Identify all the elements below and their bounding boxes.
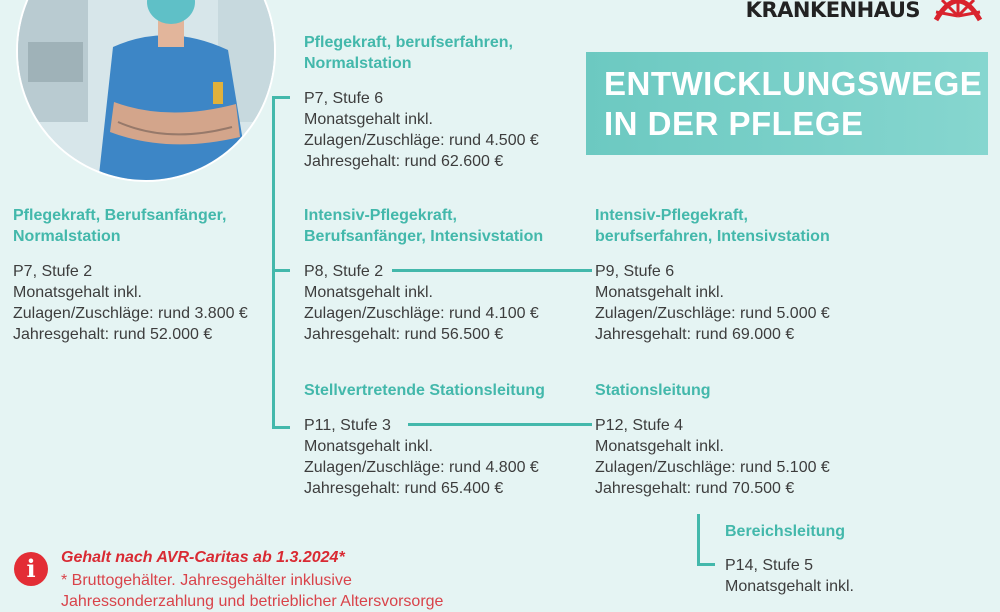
detail-line: Monatsgehalt inkl. bbox=[13, 284, 142, 301]
heading-line: Stellvertretende Stationsleitung bbox=[304, 382, 545, 399]
detail-line: Zulagen/Zuschläge: rund 3.800 € bbox=[13, 305, 248, 322]
heading-line: Normalstation bbox=[13, 228, 121, 245]
detail-line: P14, Stufe 5 bbox=[725, 557, 814, 574]
detail-line: Jahresgehalt: rund 65.400 € bbox=[304, 480, 504, 497]
detail-line: P8, Stufe 2 bbox=[304, 263, 384, 280]
connector-bereich-vertical bbox=[697, 514, 700, 566]
heading-pk-anfaenger bbox=[13, 205, 226, 247]
detail-line: Monatsgehalt inkl. bbox=[725, 578, 854, 595]
salary-note-text bbox=[61, 570, 443, 612]
heading-pk-erfahren bbox=[304, 32, 513, 74]
details-pk-erfahren bbox=[304, 88, 539, 172]
banner-line-1: ENTWICKLUNGSWEGE bbox=[604, 65, 983, 102]
details-stv-leitung bbox=[304, 415, 539, 499]
note-line: * Bruttogehälter. Jahresgehälter inklusive bbox=[61, 572, 352, 589]
detail-line: Monatsgehalt inkl. bbox=[595, 284, 724, 301]
details-bereichsleitung bbox=[725, 555, 854, 597]
logo-text: KRANKENHAUS bbox=[745, 0, 920, 22]
connector-to-p11 bbox=[272, 426, 290, 429]
salary-note-title: Gehalt nach AVR-Caritas ab 1.3.2024* bbox=[61, 549, 345, 566]
detail-line: Jahresgehalt: rund 70.500 € bbox=[595, 480, 795, 497]
detail-line: P9, Stufe 6 bbox=[595, 263, 675, 280]
heading-line: Intensiv-Pflegekraft, bbox=[595, 207, 748, 224]
heading-line: Normalstation bbox=[304, 55, 412, 72]
detail-line: Zulagen/Zuschläge: rund 5.000 € bbox=[595, 305, 830, 322]
note-line: Jahressonderzahlung und betrieblicher Altersvorsorge bbox=[61, 593, 444, 610]
heading-line: Intensiv-Pflegekraft, bbox=[304, 207, 457, 224]
heading-ipk-erfahren bbox=[595, 205, 830, 247]
detail-line: Zulagen/Zuschläge: rund 5.100 € bbox=[595, 459, 830, 476]
title-banner bbox=[586, 52, 988, 155]
heading-stationsleitung bbox=[595, 380, 711, 401]
heading-line: Berufsanfänger, Intensivstation bbox=[304, 228, 544, 245]
banner-line-2: IN DER PFLEGE bbox=[604, 105, 864, 142]
detail-line: Zulagen/Zuschläge: rund 4.500 € bbox=[304, 132, 539, 149]
detail-line: P7, Stufe 2 bbox=[13, 263, 93, 280]
details-ipk-anfaenger bbox=[304, 261, 539, 345]
wheel-logo-icon bbox=[928, 0, 988, 26]
detail-line: Jahresgehalt: rund 69.000 € bbox=[595, 326, 795, 343]
heading-line: Stationsleitung bbox=[595, 382, 711, 399]
details-pk-anfaenger bbox=[13, 261, 248, 345]
detail-line: Zulagen/Zuschläge: rund 4.100 € bbox=[304, 305, 539, 322]
detail-line: Monatsgehalt inkl. bbox=[304, 284, 433, 301]
heading-line: Bereichsleitung bbox=[725, 523, 846, 540]
heading-line: berufserfahren, Intensivstation bbox=[595, 228, 830, 245]
detail-line: Zulagen/Zuschläge: rund 4.800 € bbox=[304, 459, 539, 476]
connector-to-p7s6 bbox=[272, 96, 290, 99]
heading-line: Pflegekraft, Berufsanfänger, bbox=[13, 207, 227, 224]
detail-line: P12, Stufe 4 bbox=[595, 417, 684, 434]
details-ipk-erfahren bbox=[595, 261, 830, 345]
heading-stv-leitung bbox=[304, 380, 545, 401]
details-stationsleitung bbox=[595, 415, 830, 499]
nurse-photo bbox=[16, 0, 276, 182]
detail-line: P7, Stufe 6 bbox=[304, 90, 384, 107]
detail-line: Jahresgehalt: rund 62.600 € bbox=[304, 153, 504, 170]
info-icon: i bbox=[14, 552, 48, 586]
heading-line: Pflegekraft, berufserfahren, bbox=[304, 34, 513, 51]
heading-ipk-anfaenger bbox=[304, 205, 543, 247]
detail-line: Jahresgehalt: rund 56.500 € bbox=[304, 326, 504, 343]
connector-to-p8 bbox=[272, 269, 290, 272]
hospital-logo bbox=[688, 0, 988, 32]
connector-to-p14 bbox=[697, 563, 715, 566]
detail-line: Monatsgehalt inkl. bbox=[304, 111, 433, 128]
detail-line: Monatsgehalt inkl. bbox=[595, 438, 724, 455]
connector-main-vertical bbox=[272, 96, 275, 429]
heading-bereichsleitung bbox=[725, 521, 845, 542]
detail-line: P11, Stufe 3 bbox=[304, 417, 391, 434]
detail-line: Jahresgehalt: rund 52.000 € bbox=[13, 326, 213, 343]
detail-line: Monatsgehalt inkl. bbox=[304, 438, 433, 455]
